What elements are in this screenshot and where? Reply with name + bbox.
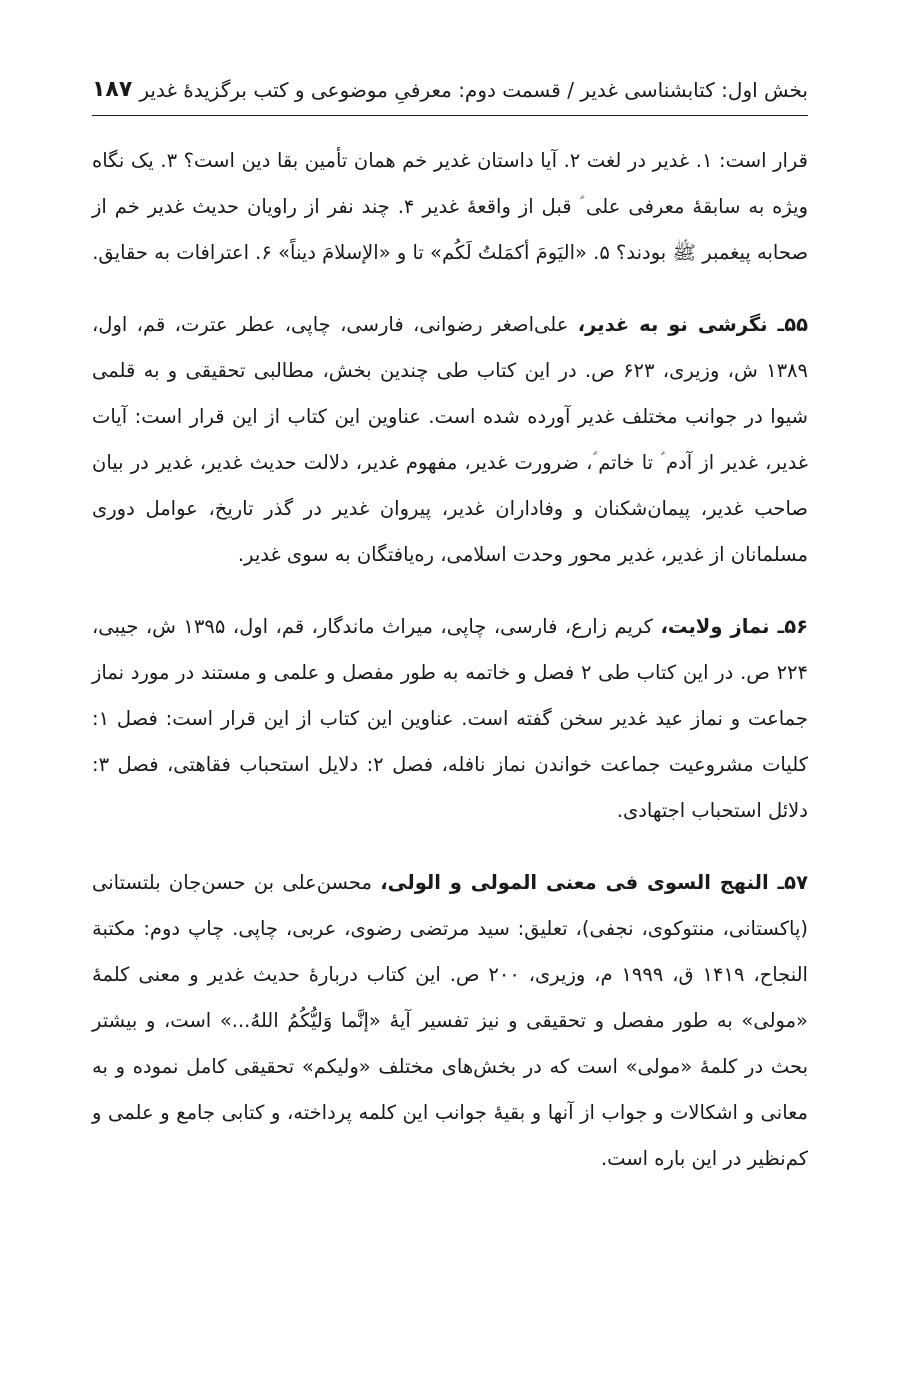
entry-57 <box>92 860 808 1182</box>
intro-paragraph: قرار است: ۱. غدیر در لغت ۲. آیا داستان غدیر خم همان تأمین بقا دین است؟ ۳. یک نگاه ویژه به سابقهٔ معرفی علی ؑ قبل از واقعهٔ غدیر ۴. چند نفر از راویان حدیث غدیر خم از صحابه پیغمبر ﷺ بودند؟ ۵. «الیَومَ أکمَلتُ لَکُم» تا و «الإسلامَ دیناً» ۶. اعترافات به حقایق. <box>92 149 808 264</box>
entry-title: ۵۷ـ النهج السوی فی معنی المولی و الولی، <box>380 871 808 894</box>
entry-text: محسن‌علی بن حسن‌جان بلتستانی (پاکستانی، منتوکوی، نجفی)، تعلیق: سید مرتضی رضوی، عربی، چاپی. چاپ دوم: مکتبة النجاح، ۱۴۱۹ ق، ۱۹۹۹ م، وزیری، ۲۰۰ ص. این کتاب دربارهٔ حدیث غدیر و معنی کلمهٔ «مولی» به طور مفصل و تحقیقی و نیز تفسیر آیهٔ «إنَّما وَلیُّکُمُ اللهُ...» است، و بیشتر بحث در کلمهٔ «مولی» است که در بخش‌های مختلف «ولیکم» تحقیقی کامل نموده و به معانی و اشکالات و جواب از آنها و بقیهٔ جوانب این کلمه پرداخته، و کتابی جامع و علمی و کم‌نظیر در این باره است. <box>92 871 808 1170</box>
entry-56 <box>92 604 808 834</box>
page-header <box>92 64 808 116</box>
entry-text: علی‌اصغر رضوانی، فارسی، چاپی، عطر عترت، قم، اول، ۱۳۸۹ ش، وزیری، ۶۲۳ ص. در این کتاب طی چندین بخش، مطالبی تحقیقی و به قلمی شیوا در جوانب مختلف غدیر آورده شده است. عناوین این کتاب از این قرار است: آیات غدیر، غدیر از آدم ؑ تا خاتم ؑ، ضرورت غدیر، مفهوم غدیر، دلالت حدیث غدیر، غدیر در بیان صاحب غدیر، پیمان‌شکنان و وفاداران غدیر، پیروان غدیر در گذر تاریخ، عوامل دوری مسلمانان از غدیر، غدیر محور وحدت اسلامی، ره‌یافتگان به سوی غدیر. <box>92 313 808 566</box>
page-number: ۱۸۷ <box>92 77 133 102</box>
entry-title: ۵۵ـ نگرشی نو به غدیر، <box>577 313 808 336</box>
entry-55 <box>92 302 808 578</box>
page-body <box>92 138 808 1182</box>
entry-title: ۵۶ـ نماز ولایت، <box>660 615 808 638</box>
entry-text: کریم زارع، فارسی، چاپی، میراث ماندگار، قم، اول، ۱۳۹۵ ش، جیبی، ۲۲۴ ص. در این کتاب طی ۲ فصل و خاتمه به طور مفصل و علمی و مستند در مورد نماز جماعت و نماز عید غدیر سخن گفته است. عناوین این کتاب از این قرار است: فصل ۱: کلیات مشروعیت جماعت خواندن نماز نافله، فصل ۲: دلایل استحباب فقاهتی، فصل ۳: دلائل استحباب اجتهادی. <box>92 615 808 822</box>
running-title: بخش اول: کتابشناسی غدیر / قسمت دوم: معرفیِ موضوعی و کتب برگزیدهٔ غدیر <box>139 77 808 102</box>
